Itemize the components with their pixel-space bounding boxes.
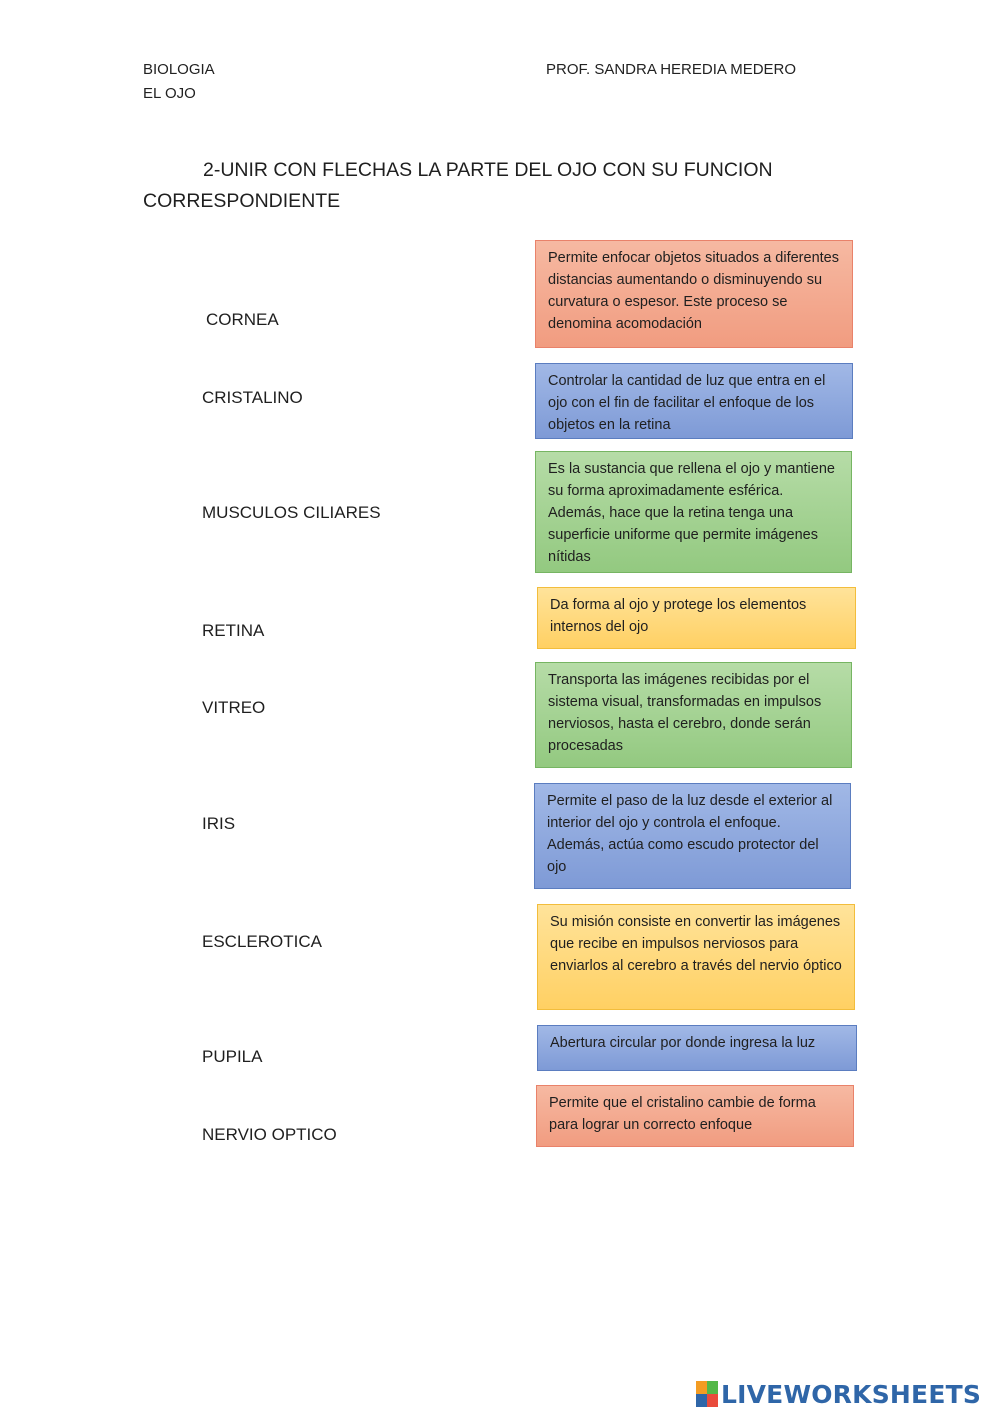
part-cristalino[interactable]: CRISTALINO bbox=[202, 388, 303, 407]
part-esclerotica[interactable]: ESCLEROTICA bbox=[202, 932, 322, 951]
part-nervio-optico[interactable]: NERVIO OPTICO bbox=[202, 1125, 337, 1144]
function-box-cambio-forma[interactable]: Permite que el cristalino cambie de forma para lograr un correcto enfoque bbox=[536, 1085, 854, 1147]
function-box-abertura-circular[interactable]: Abertura circular por donde ingresa la luz bbox=[537, 1025, 857, 1071]
part-musculos-ciliares[interactable]: MUSCULOS CILIARES bbox=[202, 503, 381, 522]
teacher-label: PROF. SANDRA HEREDIA MEDERO bbox=[546, 61, 797, 78]
instruction-line-1: 2-UNIR CON FLECHAS LA PARTE DEL OJO CON SU FUNCION bbox=[203, 159, 773, 181]
function-box-transporta-imagenes[interactable]: Transporta las imágenes recibidas por el sistema visual, transformadas en impulsos nerviosos, hasta el cerebro, donde serán procesadas bbox=[535, 662, 852, 768]
liveworksheets-logo-icon bbox=[696, 1381, 718, 1407]
part-iris[interactable]: IRIS bbox=[202, 814, 236, 833]
function-box-acomodacion[interactable]: Permite enfocar objetos situados a diferentes distancias aumentando o disminuyendo su curvatura o espesor. Este proceso se denomina acomodación bbox=[535, 240, 853, 348]
topic-label: EL OJO bbox=[143, 85, 196, 102]
instruction-line-2: CORRESPONDIENTE bbox=[143, 190, 341, 212]
subject-label: BIOLOGIA bbox=[143, 61, 215, 78]
function-box-convertir-imagenes[interactable]: Su misión consiste en convertir las imágenes que recibe en impulsos nerviosos para enviarlos al cerebro a través del nervio óptico bbox=[537, 904, 855, 1010]
function-box-forma-ojo[interactable]: Da forma al ojo y protege los elementos internos del ojo bbox=[537, 587, 856, 649]
liveworksheets-logo bbox=[696, 1376, 981, 1412]
part-pupila[interactable]: PUPILA bbox=[202, 1047, 263, 1066]
part-retina[interactable]: RETINA bbox=[202, 621, 265, 640]
function-box-paso-luz[interactable]: Permite el paso de la luz desde el exterior al interior del ojo y controla el enfoque. Además, actúa como escudo protector del ojo bbox=[534, 783, 851, 889]
function-box-sustancia[interactable]: Es la sustancia que rellena el ojo y mantiene su forma aproximadamente esférica. Además, hace que la retina tenga una superficie uniforme que permite imágenes nítidas bbox=[535, 451, 852, 573]
function-box-control-luz[interactable]: Controlar la cantidad de luz que entra en el ojo con el fin de facilitar el enfoque de los objetos en la retina bbox=[535, 363, 853, 439]
liveworksheets-wordmark: LIVEWORKSHEETS bbox=[721, 1379, 982, 1409]
part-vitreo[interactable]: VITREO bbox=[202, 698, 266, 717]
part-cornea[interactable]: CORNEA bbox=[206, 310, 279, 329]
